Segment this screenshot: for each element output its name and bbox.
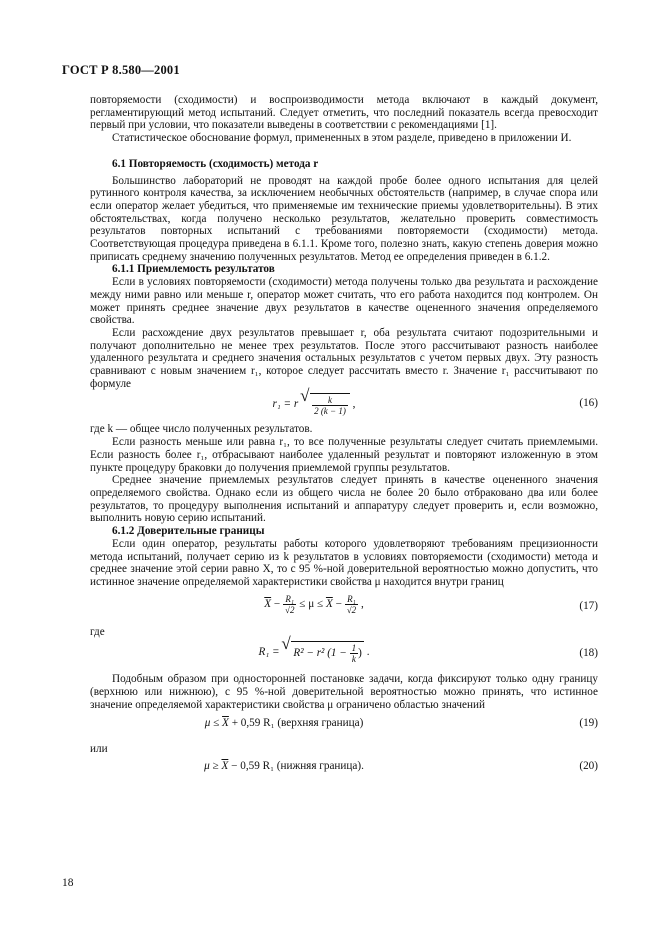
formula-18-number: (18) xyxy=(579,647,598,660)
section-6-1-2-paragraph-2: Подобным образом при односторонней постановке задачи, когда фиксируют только одну границу (верхнюю или нижнюю), с 95 %-ной доверительной вероятностью можно принять, что истинное значение определяемой характеристики свойства μ ограничено областью значений xyxy=(90,673,598,711)
formula-19-number: (19) xyxy=(579,717,598,730)
section-6-1-paragraph: Большинство лабораторий не проводят на каждой пробе более одного испытания для целей рутинного контроля качества, за исключением необычных обстоятельств (например, в случае спора или если оператор желает убедиться, что применяемые им технические приемы удовлетворительны). В этих обстоятельствах, когда получено несколько результатов, желательно проверить совместимость результатов повторных испытаний с требованиями повторяемости (сходимости) метода. Соответствующая процедура приведена в 6.1.1. Кроме того, полезно знать, какую степень доверия можно приписать среднему значению полученных результатов. Метод ее определения приведен в 6.1.2. xyxy=(90,174,598,263)
intro-paragraph-1: повторяемости (сходимости) и воспроизводимости метода включают в каждый документ, регламентирующий метод испытаний. Следует отметить, что последний показатель всегда превосходит первый при условии, что показатели выведены в соответствии с рекомендациями [1]. xyxy=(90,94,598,132)
formula-17-number: (17) xyxy=(579,599,598,612)
formula-17: $\overline{X}$ − $\frac{\text{R₁}}{√2}$ ≤ $\mu \le \overline{X}$ − $\frac{\text{R₁}}{√2}$ , (17) xyxy=(264,593,598,615)
section-6-1-title: 6.1 Повторяемость (сходимость) метода r xyxy=(112,157,319,170)
section-6-1-1-paragraph-3: Если разность меньше или равна r₁, то все полученные результаты следует считать приемлемыми. Если разность более r₁, отбрасывают наиболее удаленный результат и повторяют изложенную в этом пункте процедуру браковки до получения приемлемой группы результатов. xyxy=(90,436,598,474)
section-6-1-1-paragraph-2: Если расхождение двух результатов превышает r, оба результата считают подозрительными и получают дополнительно не менее трех результатов. После этого рассчитывают разность наиболее удаленного результата и среднего значения остальных результатов с учетом первых двух. Эту разность сравнивают с новым значением r₁, которое следует рассчитать вместо r. Значение r₁ рассчитывают по формуле xyxy=(90,326,598,390)
formula-20-number: (20) xyxy=(579,760,598,773)
document-body xyxy=(90,94,598,786)
section-6-1-2-title: 6.1.2 Доверительные границы xyxy=(112,525,265,538)
intro-paragraph-2: Статистическое обоснование формул, примененных в этом разделе, приведено в приложении И. xyxy=(112,132,572,145)
where-text: где xyxy=(90,625,105,638)
section-6-1-1-paragraph-1: Если в условиях повторяемости (сходимости) метода получены только два результата и расхождение между ними равно или меньше r, оператор может считать, что его работа находится под контролем. Он может принять среднее значение двух результатов в качестве оцененного значения определяемого свойства. xyxy=(90,276,598,327)
standard-header: ГОСТ Р 8.580—2001 xyxy=(62,63,180,77)
where-k-text: где k — общее число полученных результатов. xyxy=(90,423,313,436)
formula-20: $\mu \ge \overline{X} - 0,59$ R₁ (нижняя граница). (20) xyxy=(204,760,598,773)
formula-16: r₁ = r √ $\frac{k}{2 (k - 1)}$ , (16) xyxy=(90,393,598,419)
formula-16-number: (16) xyxy=(579,397,598,410)
section-6-1-2-paragraph-1: Если один оператор, результаты работы которого удовлетворяют требованиям прецизионности метода испытаний, получает серию из k результатов в условиях повторяемости (сходимости) метода и среднее значение этой серии равно X, то с 95 %-ной доверительной вероятностью можно допустить, что истинное значение определяемой характеристики свойства μ находится внутри границ xyxy=(90,537,598,588)
formula-19: $\mu \le \overline{X} + 0,59$ R₁ (верхняя граница) (19) xyxy=(204,717,598,730)
section-6-1-1-title: 6.1.1 Приемлемость результатов xyxy=(112,263,275,276)
page-number: 18 xyxy=(62,877,74,889)
formula-18: R₁ = √ R² − r² (1 − $\frac{1}{k}$ ) . (18) xyxy=(90,641,598,669)
or-text: или xyxy=(90,743,108,756)
section-6-1-1-paragraph-4: Среднее значение приемлемых результатов следует принять в качестве оцененного значения определяемого свойства. Однако если из общего числа не более 20 было отбраковано два или более результатов, то процедуру выполнения испытаний и аппаратуру следует проверить и, если возможно, выполнить новую серию испытаний. xyxy=(90,474,598,525)
